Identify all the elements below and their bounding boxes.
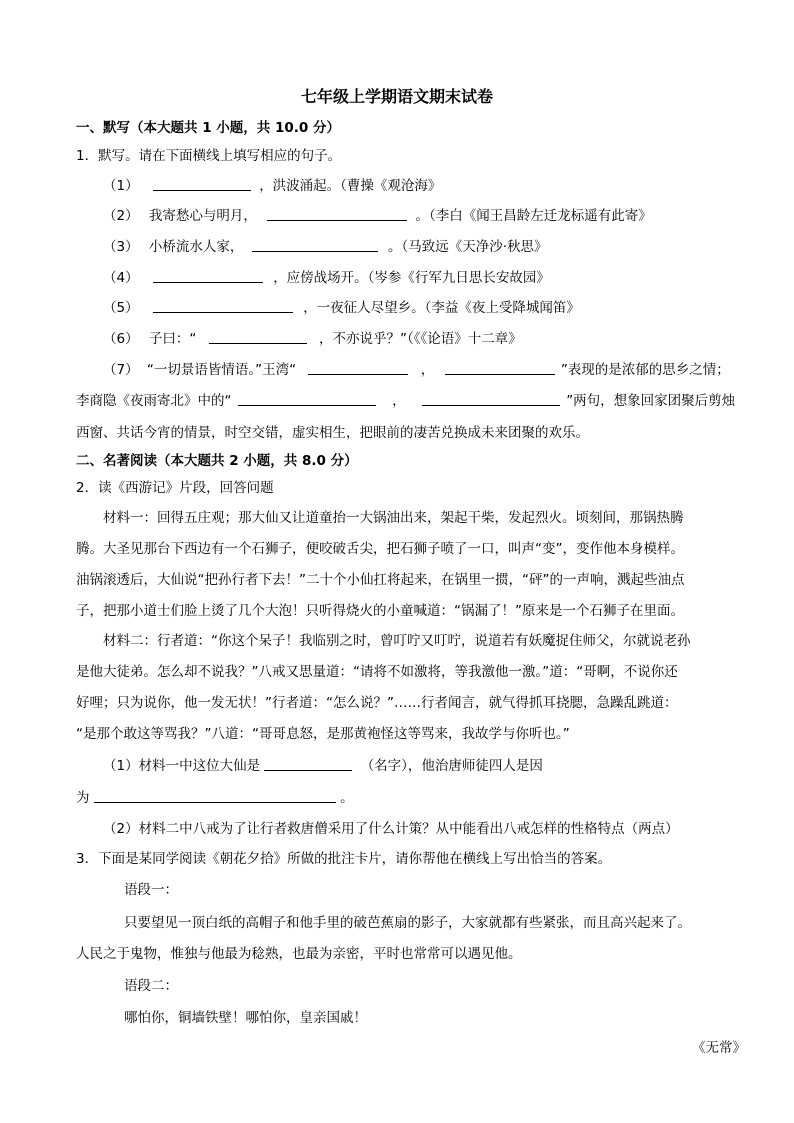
- passage1-label: 语段一：: [124, 882, 178, 898]
- material2-line: 好哩；只为说你，他一发无状！”行者道：“怎么说？”……行者闻言，就气得抓耳挠腮，急躁乱跳道：: [76, 695, 678, 711]
- item-number: （2）: [103, 208, 139, 224]
- material1-line: 子，把那小道士们脸上烫了几个大泡！只听得烧火的小童喊道：“锅漏了！”原来是一个石狮子在里面。: [76, 603, 684, 619]
- blank-line[interactable]: [445, 360, 555, 375]
- item-number: （4）: [103, 270, 139, 286]
- passage-source: 《无常》: [692, 1040, 746, 1056]
- item-number: （1）: [103, 178, 139, 194]
- q1-item-7-line2: [76, 391, 735, 411]
- material1-line: 油锅滚透后，大仙说“把孙行者下去！”二十个小仙扛将起来，在锅里一掼，“砰”的一声响，溅起些油点: [76, 572, 685, 588]
- item-text: 。（马致远《天净沙·秋思》: [387, 239, 548, 255]
- item-text: ，: [392, 393, 406, 409]
- item-text: 。: [340, 790, 354, 806]
- q2-stem: 2．读《西游记》片段，回答问题: [76, 480, 274, 496]
- item-text: ，一夜征人尽望乡。（李益《夜上受降城闻笛》: [303, 300, 580, 316]
- item-number: （5）: [103, 300, 139, 316]
- q2-sub1-line1: [103, 756, 543, 776]
- item-text: ，应傍战场开。（岑参《行军九日思长安故园》: [273, 270, 550, 286]
- item-number: （7）: [103, 362, 139, 378]
- material2-line: 材料二：行者道：“你这个呆子！我临别之时，曾叮咛又叮咛，说道若有妖魔捉住师父，尔就说老孙: [103, 633, 691, 649]
- blank-line[interactable]: [153, 176, 251, 191]
- q2-sub2: （2）材料二中八戒为了让行者救唐僧采用了什么计策？从中能看出八戒怎样的性格特点（两点）: [103, 821, 679, 837]
- blank-line[interactable]: [238, 391, 376, 406]
- q1-item-1: [103, 176, 441, 196]
- item-number: （3）: [103, 239, 139, 255]
- blank-line[interactable]: [264, 756, 352, 771]
- q1-item-3: [103, 237, 548, 257]
- item-number: （6）: [103, 331, 139, 347]
- section2-heading: 二、名著阅读（本大题共 2 小题，共 8.0 分）: [76, 453, 358, 469]
- blank-line[interactable]: [153, 268, 263, 283]
- item-text: （名字），他治唐师徒四人是因: [360, 758, 543, 774]
- material2-line: “是那个敢这等骂我？”八道：“哥哥息怒，是那黄袍怪这等骂来，我故学与你听也。”: [76, 726, 570, 742]
- material2-line: 是他大徒弟。怎么却不说我？”八戒又思量道：“请将不如激将，等我激他一激。”道：“哥啊，不说你还: [76, 664, 678, 680]
- blank-line[interactable]: [422, 391, 560, 406]
- item-text: 。（李白《闻王昌龄左迁龙标遥有此寄》: [415, 208, 652, 224]
- item-text: ”两句，想象回家团聚后剪烛: [566, 393, 736, 409]
- q1-item-5: [103, 298, 580, 318]
- passage2-line: 哪怕你，铜墙铁壁！哪怕你，皇亲国戚！: [124, 1010, 367, 1026]
- item-text: 小桥流水人家，: [148, 239, 244, 255]
- item-text: 我寄愁心与明月，: [148, 208, 257, 224]
- blank-line[interactable]: [267, 206, 407, 221]
- blank-line[interactable]: [209, 329, 307, 344]
- item-text: ，不亦说乎？”（《《论语》十二章》: [318, 331, 522, 347]
- material1-line: 腾。大圣见那台下西边有一个石狮子，便咬破舌尖，把石狮子喷了一口，叫声“变”，变作他本身模样。: [76, 541, 684, 557]
- item-text: 为: [76, 790, 90, 806]
- q2-sub1-line2: [76, 788, 354, 808]
- blank-line[interactable]: [308, 360, 408, 375]
- item-text: ，洪波涌起。（曹操《观沧海》: [259, 178, 442, 194]
- page-title: 七年级上学期语文期末试卷: [300, 87, 493, 106]
- material1-line: 材料一：回得五庄观；那大仙又让道童抬一大锅油出来，架起干柴，发起烈火。顷刻间，那锅热腾: [103, 510, 684, 526]
- passage1-line: 人民之于鬼物，惟独与他最为稔熟，也最为亲密，平时也常常可以遇见他。: [76, 946, 522, 962]
- q1-item-7-line3: 西窗、共话今宵的情景，时空交错，虚实相生，把眼前的凄苦兑换成未来团聚的欢乐。: [76, 425, 589, 441]
- q1-item-2: [103, 206, 652, 226]
- q3-stem: 3．下面是某同学阅读《朝花夕拾》所做的批注卡片，请你帮他在横线上写出恰当的答案。: [76, 851, 612, 867]
- blank-line[interactable]: [252, 237, 378, 252]
- item-text: “一切景语皆情语。”王湾“: [146, 362, 297, 378]
- item-text: （1）材料一中这位大仙是: [103, 758, 261, 774]
- item-text: 子曰：“: [148, 331, 197, 347]
- passage2-label: 语段二：: [124, 978, 178, 994]
- q1-item-4: [103, 268, 550, 288]
- item-text: ，: [420, 362, 435, 378]
- section1-heading: 一、默写（本大题共 1 小题，共 10.0 分）: [76, 120, 341, 136]
- item-text: ”表现的是浓郁的思乡之情；: [560, 362, 730, 378]
- q1-stem: 1．默写。请在下面横线上填写相应的句子。: [76, 148, 342, 164]
- blank-line[interactable]: [94, 788, 336, 803]
- passage1-line: 只要望见一顶白纸的高帽子和他手里的破芭蕉扇的影子，大家就都有些紧张，而且高兴起来了。: [124, 915, 691, 931]
- blank-line[interactable]: [153, 298, 293, 313]
- q1-item-7-line1: [103, 360, 730, 380]
- q1-item-6: [103, 329, 522, 349]
- item-text: 李商隐《夜雨寄北》中的“: [76, 393, 232, 409]
